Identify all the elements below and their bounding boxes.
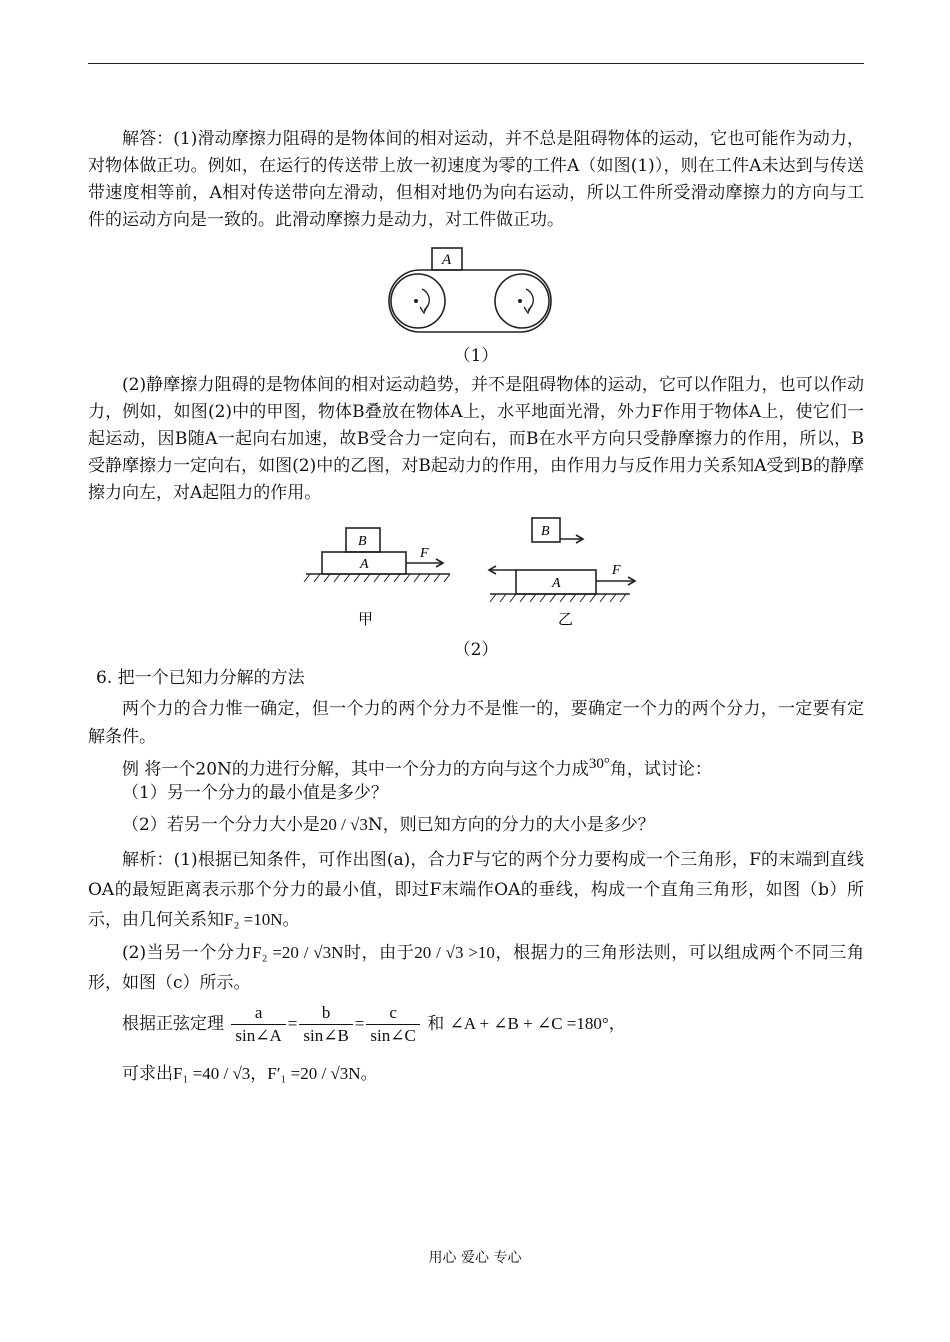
section-6-title: 6. 把一个已知力分解的方法 (96, 668, 305, 688)
sub-figure-right-label: 乙 (558, 612, 574, 628)
figure-2-caption: （2） (453, 640, 499, 660)
answer-paragraph-1: 解答：(1)滑动摩擦力阻碍的是物体间的相对运动，并不总是阻碍物体的运动，它也可能作为动力，对物体做正功。例如，在运行的传送带上放一初速度为零的工件A（如图(1)），则在工件A未达到与传送带速度相等前，A相对传送带向左滑动，但相对地仍为向右运动，所以工件所受滑动摩擦力的方向与工件的运动方向是一致的。此滑动摩擦力是动力，对工件做正功。 (88, 129, 864, 230)
question-2-text-end: N，则已知方向的分力的大小是多少？ (367, 815, 655, 835)
sub-figure-left-label: 甲 (358, 612, 374, 628)
analysis-1-text: 解析：(1)根据已知条件，可作出图(a)，合力F与它的两个分力要构成一个三角形，F的末端到直线OA的最短距离表示那个分力的最小值，即过F末端作OA的垂线，构成一个直角三角形，如图（b）所示，由几何关系知 (88, 850, 864, 930)
math-f1-prime: F′₁ =20 / √3N (267, 1064, 361, 1083)
fraction-a: $\frac{a}{\sin\angle A}$ (231, 1002, 285, 1047)
force-f-label: F (420, 546, 429, 561)
block-a-label: A (360, 557, 369, 572)
page-footer: 用心 爱心 专心 (428, 1250, 522, 1266)
stacked-blocks-figure (300, 512, 650, 636)
math-f2-10n: F₂ =10N (224, 910, 283, 929)
fraction-c: $\frac{c}{\sin\angle C}$ (366, 1002, 419, 1047)
figure-1-caption: （1） (453, 346, 499, 366)
example-text: 例 将一个20N的力进行分解，其中一个分力的方向与这个力成 (122, 759, 589, 780)
answer-paragraph-2: (2)静摩擦力阻碍的是物体间的相对运动趋势，并不是阻碍物体的运动，它可以作阻力，也可以作动力，例如，如图(2)中的甲图，物体B叠放在物体A上，水平地面光滑，外力F作用于物体A上，使它们一起运动，因B随A一起向右加速，故B受合力一定向右，而B在水平方向只受静摩擦力的作用，所以，B受静摩擦力一定向右，如图(2)中的乙图，对B起动力的作用，由作用力与反作用力关系知A受到B的静摩擦力向左，对A起阻力的作用。 (88, 375, 864, 503)
angle-30: 30° (588, 756, 610, 772)
result-end: 。 (360, 1064, 378, 1084)
math-inequality: 20 / √3 >10 (414, 943, 495, 962)
header-rule (88, 63, 864, 64)
fraction-b: $\frac{b}{\sin\angle B}$ (299, 1002, 352, 1047)
analysis-2-end: ，根据力的三角形法则，可以组成两个不同三角形，如图（c）所示。 (88, 943, 865, 993)
block-a-label: A (442, 252, 452, 268)
analysis-2-text: (2)当另一个分力 (122, 943, 253, 963)
sine-law-end: ， (608, 1014, 626, 1034)
sine-law-line: 根据正弦定理 $\frac{a}{\sin\angle A}$ = $\frac{b}{\sin\angle B}$ = $\frac{c}{\sin\angle C}$ 和 ∠A + ∠B + ∠C =180°， (122, 1003, 626, 1045)
analysis-1 (88, 845, 864, 935)
example-line (122, 752, 898, 782)
question-1: （1）另一个分力的最小值是多少？ (122, 783, 388, 803)
section-6-paragraph: 两个力的合力惟一确定，但一个力的两个分力不是惟一的，要确定一个力的两个分力，一定要有定解条件。 (88, 699, 864, 747)
block-b-label: B (541, 524, 550, 539)
result-line (122, 1062, 898, 1086)
force-f-label: F (612, 563, 621, 578)
math-20-over-root3: 20 / √3 (319, 815, 368, 834)
sine-law-and: 和 (427, 1014, 445, 1034)
block-b-label: B (358, 534, 367, 549)
math-f2-value: F₂ =20 / √3N (252, 943, 344, 962)
result-text: 可求出 (122, 1064, 173, 1084)
question-2-text: （2）若另一个分力大小是 (122, 815, 320, 835)
question-2 (122, 813, 898, 837)
rotation-arrow-icon (422, 289, 429, 310)
math-f1: F₁ =40 / √3 (173, 1064, 251, 1083)
conveyor-belt-figure (380, 244, 560, 336)
angle-sum: ∠A + ∠B + ∠C =180° (449, 1014, 609, 1033)
example-text-end: 角，试讨论： (609, 759, 712, 780)
analysis-2-mid: 时，由于 (343, 943, 415, 963)
result-sep: ， (250, 1064, 268, 1084)
block-a-label: A (552, 576, 561, 591)
analysis-1-end: 。 (282, 910, 300, 930)
rotation-arrow-icon (526, 289, 533, 310)
analysis-2 (88, 938, 864, 998)
sine-law-text: 根据正弦定理 (122, 1014, 224, 1034)
